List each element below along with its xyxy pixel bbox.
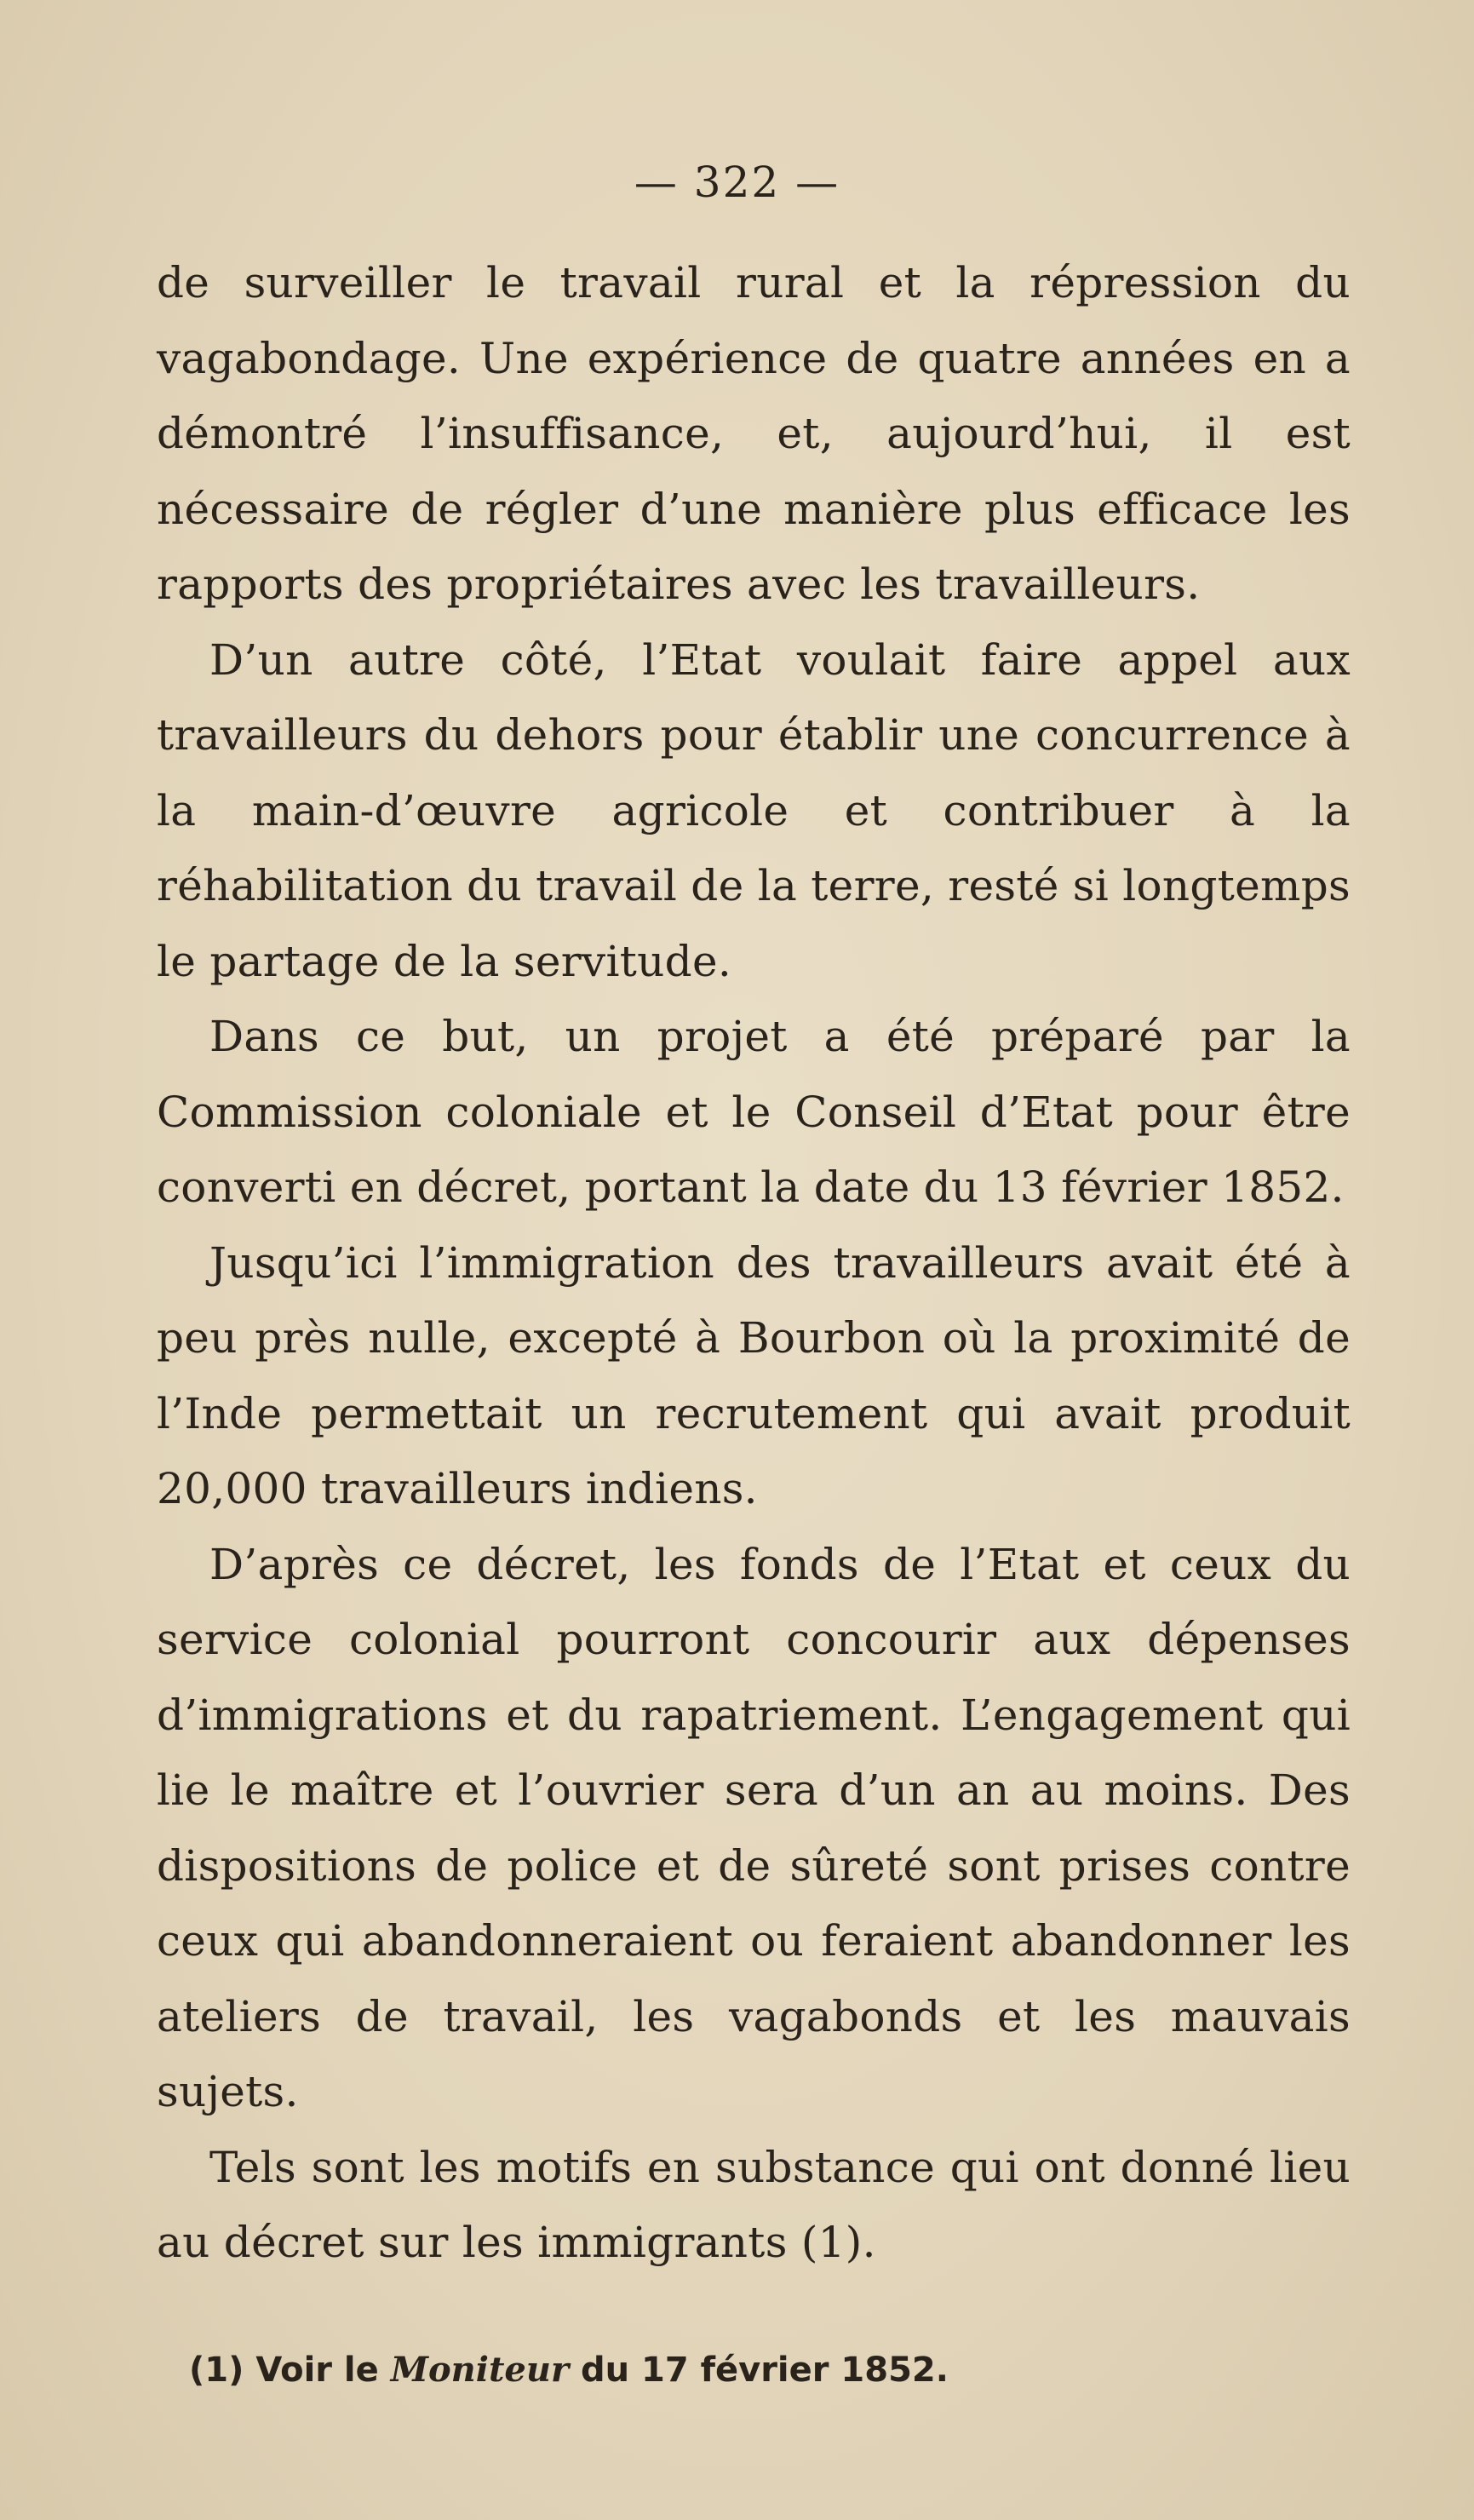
paragraph-5: D’après ce décret, les fonds de l’Etat et ceux du service colonial pourront concourir aux dépenses d’immigrations et du rapatriement. L’engagement qui lie le maître et l’ouvrier sera d’un an au moins. Des dispositions de police et de sûreté sont prises contre ceux qui abandonneraient ou feraient abandonner les ateliers de travail, les vagabonds et les mauvais sujets. [157, 1539, 1351, 2116]
page-number: — 322 — [634, 158, 840, 207]
footnote [189, 2345, 1296, 2396]
footnote-suffix: du 17 février 1852. [569, 2351, 949, 2390]
paragraph-2: D’un autre côté, l’Etat voulait faire appel aux travailleurs du dehors pour établir une concurrence à la main-d’œuvre agricole et contribuer à la réhabilitation du travail de la terre, resté si longtemps le partage de la servitude. [157, 634, 1351, 986]
footnote-prefix: (1) Voir le [189, 2351, 391, 2390]
paragraph-1: de surveiller le travail rural et la répression du vagabondage. Une expérience de quatre années en a démontré l’insuffisance, et, aujourd’hui, il est nécessaire de régler d’une manière plus efficace les rapports des propriétaires avec les travailleurs. [157, 258, 1351, 609]
paragraph-6: Tels sont les motifs en substance qui ont donné lieu au décret sur les immigrants (1). [157, 2142, 1351, 2267]
paragraph-4: Jusqu’ici l’immigration des travailleurs avait été à peu près nulle, excepté à Bourbon où la proximité de l’Inde permettait un recrutement qui avait produit 20,000 travailleurs indiens. [157, 1237, 1351, 1513]
paragraph-3: Dans ce but, un projet a été préparé par la Commission coloniale et le Conseil d’Etat pour être converti en décret, portant la date du 13 février 1852. [157, 1012, 1351, 1212]
footnote-source-title: Moniteur [390, 2350, 570, 2390]
body-text [157, 245, 1351, 2281]
